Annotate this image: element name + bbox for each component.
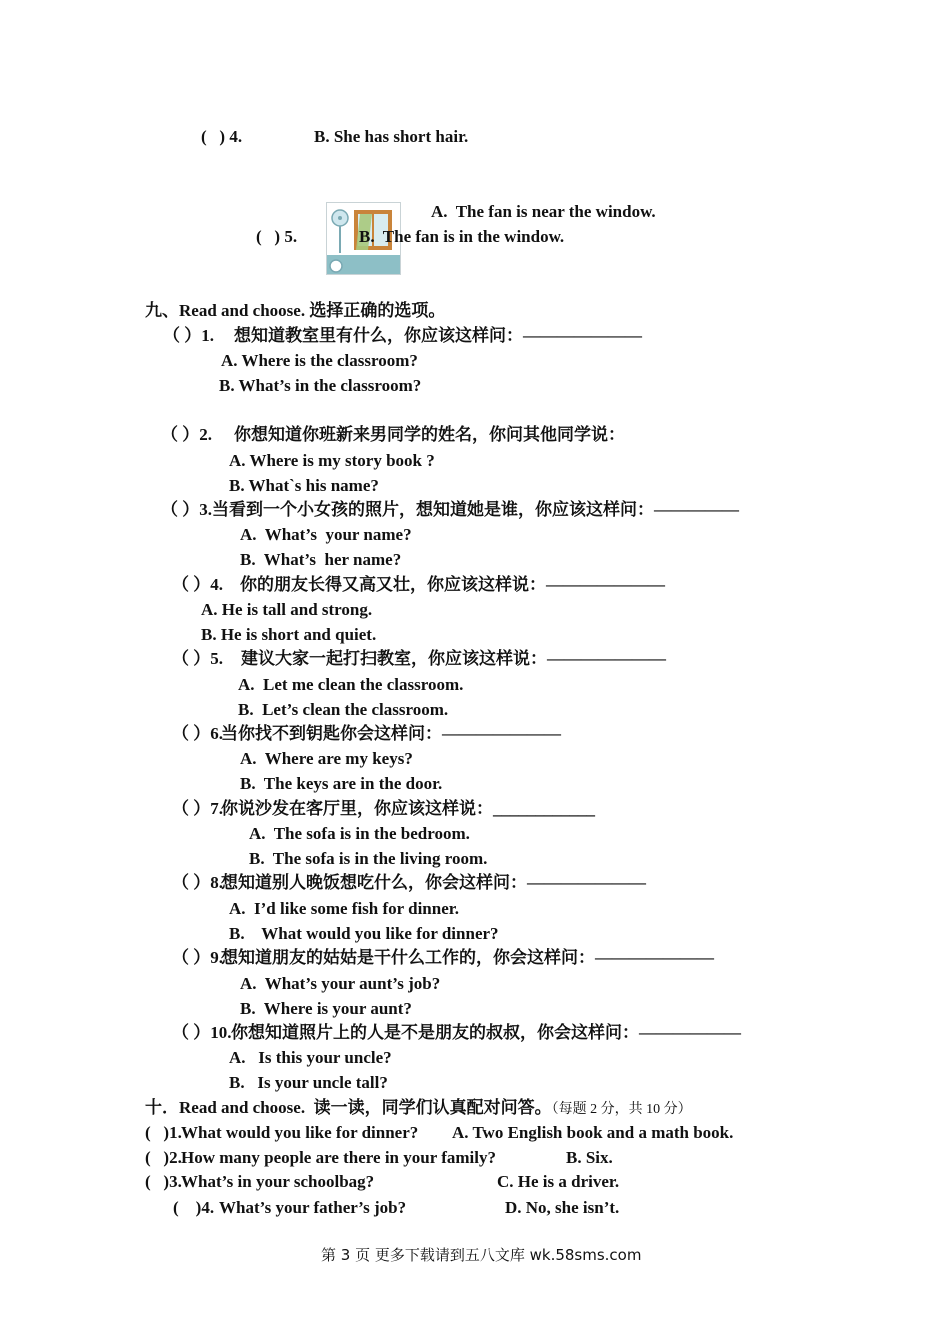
s9-q4-option-b: B. He is short and quiet. [201,625,377,644]
section9-heading: 九、Read and choose. 选择正确的选项。 [145,301,446,320]
s9-q7-prompt: 你说沙发在客厅里，你应该这样说：____________ [221,799,595,818]
s9-q8-prompt: 想知道别人晚饭想吃什么，你会这样问：——————— [221,873,646,892]
s9-q9-prompt: 想知道朋友的姑姑是干什么工作的，你会这样问：——————— [221,948,714,967]
s9-q3-number: （ ）3. [161,500,212,519]
s10-row4-number: ( )4. [173,1198,215,1217]
s9-q4-number: （ ）4. [172,575,223,594]
s9-q8-number: （ ）8. [172,873,223,892]
s9-q4-prompt: 你的朋友长得又高又壮，你应该这样说：——————— [240,575,665,594]
s9-q4-option-a: A. He is tall and strong. [201,600,373,619]
s9-q1-option-a: A. Where is the classroom? [221,351,418,370]
s9-q5-option-b: B. Let’s clean the classroom. [238,700,449,719]
s10-row1-question: What would you like for dinner? [181,1123,419,1142]
s10-row1-number: ( )1. [145,1123,182,1142]
s9-q10-prompt: 你想知道照片上的人是不是朋友的叔叔，你会这样问：—————— [231,1023,741,1042]
section10-heading-text: 十．Read and choose. 读一读，同学们认真配对问答。 [145,1098,552,1117]
s9-q9-option-a: A. What’s your aunt’s job? [240,974,441,993]
s9-q6-option-a: A. Where are my keys? [240,749,413,768]
s9-q3-prompt: 当看到一个小女孩的照片，想知道她是谁，你应该这样问：————— [212,500,739,519]
s10-row2-answer: B. Six. [566,1148,613,1167]
s9-q2-option-a: A. Where is my story book ? [229,451,435,470]
q8-5-option-a: A. The fan is near the window. [431,202,656,221]
s10-row2-number: ( )2. [145,1148,182,1167]
s9-q10-number: （ ）10. [172,1023,232,1042]
section10-score-note: （每题 2 分，共 10 分） [551,1102,692,1117]
s10-row4-answer: D. No, she isn’t. [505,1198,620,1217]
page-footer: 第 3 页 更多下载请到五八文库 wk.58sms.com [321,1246,642,1264]
q8-5-number: ( ) 5. [256,227,298,246]
s9-q8-option-b: B. What would you like for dinner? [229,924,499,943]
s10-row1-answer: A. Two English book and a math book. [452,1123,734,1142]
s10-row3-question: What’s in your schoolbag? [181,1172,375,1191]
s9-q7-number: （ ）7. [172,799,223,818]
s9-q8-option-a: A. I’d like some fish for dinner. [229,899,459,918]
s9-q1-number: （ ）1. [163,326,214,345]
s9-q1-prompt: 想知道教室里有什么，你应该这样问：——————— [234,326,642,345]
s9-q1-option-b: B. What’s in the classroom? [219,376,422,395]
s9-q9-number: （ ）9. [172,948,223,967]
s10-row3-number: ( )3. [145,1172,182,1191]
s9-q5-prompt: 建议大家一起打扫教室，你应该这样说：——————— [241,649,666,668]
s10-row2-question: How many people are there in your family? [181,1148,496,1167]
s9-q7-option-a: A. The sofa is in the bedroom. [249,824,470,843]
s9-q2-prompt: 你想知道你班新来男同学的姓名，你问其他同学说： [234,425,625,444]
s10-row3-answer: C. He is a driver. [497,1172,620,1191]
q8-4-option-b: B. She has short hair. [314,127,469,146]
s9-q6-prompt: 当你找不到钥匙你会这样问：——————— [221,724,561,743]
s9-q9-option-b: B. Where is your aunt? [240,999,412,1018]
s9-q6-option-b: B. The keys are in the door. [240,774,443,793]
s9-q6-number: （ ）6. [172,724,223,743]
s9-q2-number: （ ）2. [161,425,212,444]
q8-5-option-b: B. The fan is in the window. [359,227,565,246]
section10-heading [145,1097,692,1121]
q8-4-number: ( ) 4. [201,127,243,146]
s9-q7-option-b: B. The sofa is in the living room. [249,849,488,868]
s9-q5-number: （ ）5. [172,649,223,668]
s9-q10-option-a: A. Is this your uncle? [229,1048,392,1067]
s9-q5-option-a: A. Let me clean the classroom. [238,675,464,694]
s9-q10-option-b: B. Is your uncle tall? [229,1073,388,1092]
s9-q3-option-b: B. What’s her name? [240,550,402,569]
s9-q3-option-a: A. What’s your name? [240,525,412,544]
s9-q2-option-b: B. What`s his name? [229,476,379,495]
s10-row4-question: What’s your father’s job? [219,1198,407,1217]
